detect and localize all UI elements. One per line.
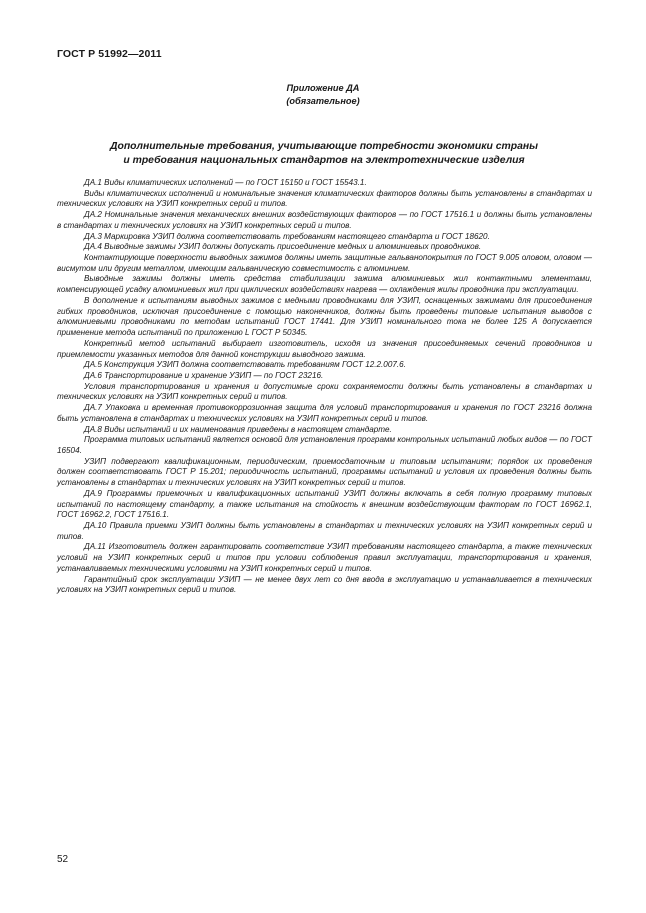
appendix-title: Приложение ДА (286, 83, 360, 93)
paragraph: В дополнение к испытаниям выводных зажимов с медными проводниками для УЗИП, оснащенных зажимами для присоединения гибких проводников, исключая присоединение с помощью наконечников, должны быть проведены типовые испытания выводов с алюминиевыми проводниками по методам испытаний ГОСТ 17441. Для УЗИП номинального тока не более 125 А допускается применение метода испытаний по приложению L ГОСТ Р 50345. (57, 295, 592, 338)
paragraph: Гарантийный срок эксплуатации УЗИП — не менее двух лет со дня ввода в эксплуатацию и устанавливается в технических условиях на УЗИП конкретных серий и типов. (57, 574, 592, 595)
paragraph: ДА.6 Транспортирование и хранение УЗИП — по ГОСТ 23216. (84, 370, 324, 380)
page-number: 52 (57, 854, 69, 865)
paragraph: УЗИП подвергают квалификационным, периодическим, приемосдаточным и типовым испытаниям; порядок их проведения должен соответствовать ГОСТ Р 15.201; периодичность испытаний, программы испытаний и условия их проведения должны быть установлены в стандартах и технических условиях на УЗИП конкретных серий и типов. (57, 456, 592, 488)
paragraph: ДА.3 Маркировка УЗИП должна соответствовать требованиям настоящего стандарта и ГОСТ 18620. (84, 231, 490, 241)
paragraph: ДА.7 Упаковка и временная противокоррозионная защита для условий транспортирования и хранения по ГОСТ 23216 должна быть установлена в стандартах и технических условиях на УЗИП конкретных серий и типов. (57, 403, 592, 423)
section-title-line-1: Дополнительные требования, учитывающие потребности экономики страны (109, 141, 538, 152)
paragraph: ДА.10 Правила приемки УЗИП должны быть установлены в стандартах и технических условиях на УЗИП конкретных серий и типов. (57, 521, 592, 541)
paragraph: Программа типовых испытаний является основой для установления программ контрольных испытаний любых видов — по ГОСТ 16504. (57, 435, 592, 455)
standard-code: ГОСТ Р 51992—2011 (57, 48, 162, 60)
paragraph: ДА.11 Изготовитель должен гарантировать соответствие УЗИП требованиям настоящего стандарта, а также технических условий на УЗИП конкретных серий и типов при условии соблюдения правил эксплуатации, транспортирования и хранения, устанавливаемых техническими условиями на УЗИП конкретных серий и типов. (57, 542, 592, 573)
appendix-status: (обязательное) (286, 95, 360, 106)
paragraph: ДА.4 Выводные зажимы УЗИП должны допускать присоединение медных и алюминиевых проводников. (84, 242, 482, 252)
paragraph: ДА.9 Программы приемочных и квалификационных испытаний УЗИП должны включать в себя полную программу типовых испытаний по настоящему стандарту, а также испытания на стойкость к внешним воздействующим факторам по ГОСТ 16962.1, ГОСТ 16962.2, ГОСТ 17516.1. (57, 488, 592, 520)
paragraph: Конкретный метод испытаний выбирает изготовитель, исходя из значения присоединяемых сечений проводников и приемлемости указанных методов для данной конструкции выводного зажима. (57, 338, 592, 359)
appendix-heading (0, 82, 646, 107)
section-title (57, 140, 591, 168)
paragraph: ДА.1 Виды климатических исполнений — по ГОСТ 15150 и ГОСТ 15543.1. (84, 178, 367, 187)
document-body (57, 178, 592, 596)
paragraph: Виды климатических исполнений и номинальные значения климатических факторов должны быть установлены в стандартах и технических условиях на УЗИП конкретных серий и типов. (57, 188, 592, 209)
paragraph: ДА.8 Виды испытаний и их наименования приведены в настоящем стандарте. (84, 424, 392, 434)
paragraph: Условия транспортирования и хранения и допустимые сроки сохраняемости должны быть установлены в стандартах и технических условиях на УЗИП конкретных серий и типов. (57, 381, 592, 402)
section-title-line-2: и требования национальных стандартов на электротехнические изделия (123, 155, 525, 166)
paragraph: Выводные зажимы должны иметь средства стабилизации зажима алюминиевых жил контактными элементами, компенсирующей усадку алюминиевых жил при циклических воздействиях нагрева — охлаждения жилы проводника при эксплуатации. (57, 274, 592, 295)
paragraph: ДА.2 Номинальные значения механических внешних воздействующих факторов — по ГОСТ 17516.1 и должны быть установлены в стандартах и технических условиях на УЗИП конкретных серий и типов. (57, 210, 592, 230)
paragraph: ДА.5 Конструкция УЗИП должна соответствовать требованиям ГОСТ 12.2.007.6. (84, 360, 406, 370)
paragraph: Контактирующие поверхности выводных зажимов должны иметь защитные гальванопокрытия по ГОСТ 9.005 оловом, оловом — висмутом или другим металлом, имеющим гальваническую совместимость с алюминием. (57, 253, 592, 273)
